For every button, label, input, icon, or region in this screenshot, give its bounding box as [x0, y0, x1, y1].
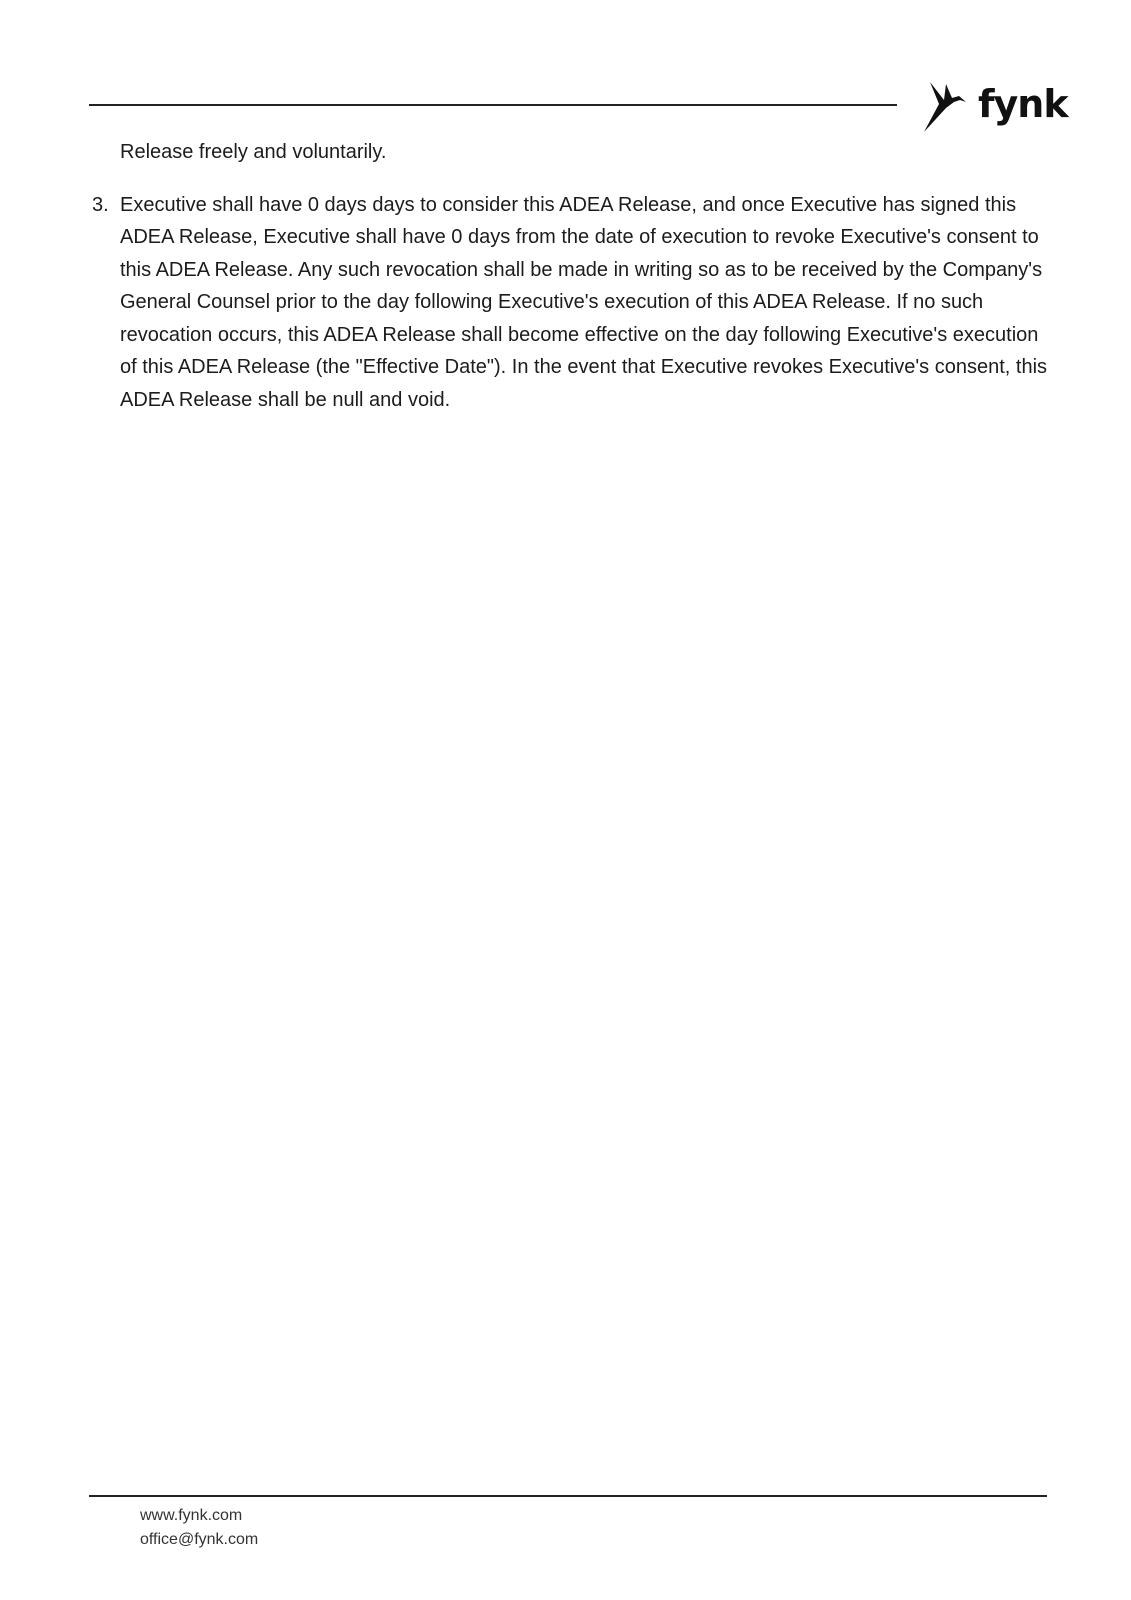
document-body — [92, 136, 1052, 416]
fynk-logo — [920, 78, 1068, 134]
footer — [140, 1504, 258, 1552]
footer-email: office@fynk.com — [140, 1531, 259, 1548]
clause-number: 3. — [92, 193, 109, 216]
logo-wordmark: fynk — [978, 82, 1068, 126]
clause-text: Executive shall have 0 days days to consider this ADEA Release, and once Executive has signed this ADEA Release, Executive shall have 0 days from the date of execution to revoke Executive's consent to this ADEA Release. Any such revocation shall be made in writing so as to be received by the Company's General Counsel prior to the day following Executive's execution of this ADEA Release. If no such revocation occurs, this ADEA Release shall become effective on the day following Executive's execution of this ADEA Release (the "Effective Date"). In the event that Executive revokes Executive's consent, this ADEA Release shall be null and void. — [120, 193, 1048, 411]
continuation-text: Release freely and voluntarily. — [120, 141, 387, 163]
footer-divider — [89, 1495, 1047, 1497]
header-divider — [89, 104, 897, 106]
clause-3 — [92, 189, 1052, 417]
footer-website: www.fynk.com — [140, 1507, 243, 1524]
bird-icon — [920, 80, 976, 132]
